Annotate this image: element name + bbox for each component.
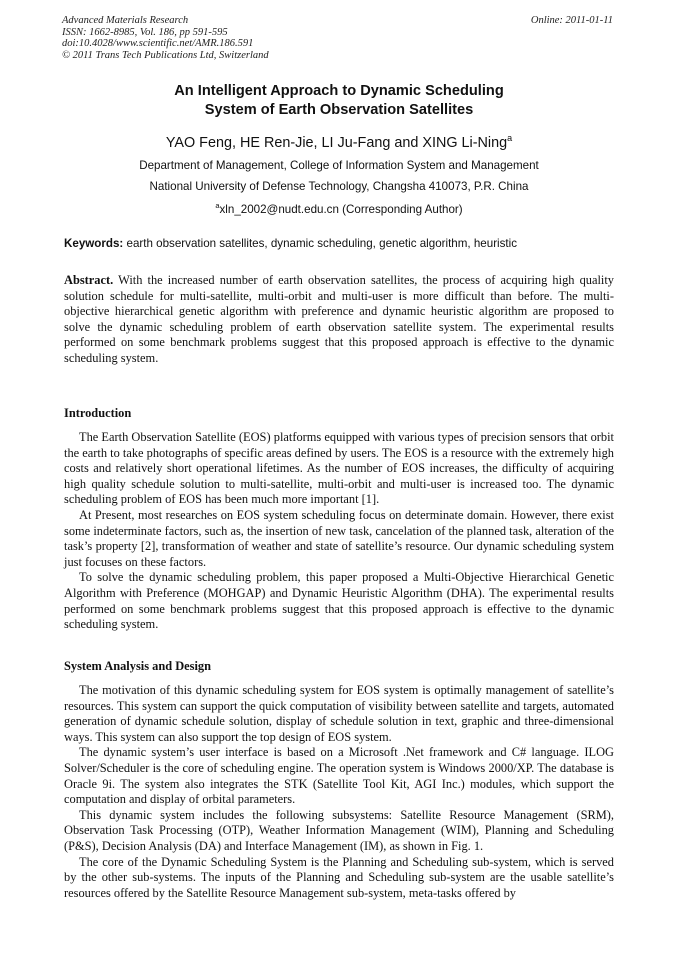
title-line-1: An Intelligent Approach to Dynamic Scheduling: [174, 83, 504, 99]
abstract-text: With the increased number of earth observation satellites, the process of acquiring high quality solution schedule for multi-satellite, multi-orbit and multi-user is more difficult than before. The multi-objective hierarchical genetic algorithm with preference and dynamic heuristic algorithm are proposed to solve the dynamic scheduling problem of earth observation satellite system. The experimental results performed on some benchmark problems suggest that this proposed approach is effective to the dynamic scheduling system.: [64, 273, 614, 365]
doi-line: doi:10.4028/www.scientific.net/AMR.186.591: [62, 38, 254, 49]
paragraph: The core of the Dynamic Scheduling System is the Planning and Scheduling sub-system, which is served by the other sub-systems. The inputs of the Planning and Scheduling sub-system are the usable satellite’s resources offered by the Satellite Resource Management sub-system, meta-tasks offered by: [64, 854, 614, 900]
author-separator: ,: [313, 134, 322, 151]
paragraph: To solve the dynamic scheduling problem, this paper proposed a Multi-Objective Hierarchical Genetic Algorithm with Preference (MOHGAP) and Dynamic Heuristic Algorithm (DHA). The experimental results performed on some benchmark problems suggest that this proposed approach is effective to the dynamic scheduling system.: [64, 570, 614, 632]
author-separator: and: [390, 134, 423, 151]
author-name: YAO Feng: [165, 134, 232, 151]
email-text: xln_2002@nudt.edu.cn (Corresponding Author): [219, 202, 463, 216]
author-separator: ,: [231, 134, 240, 151]
author-name: LI Ju-Fang: [321, 134, 391, 151]
affiliation-department: Department of Management, College of Information System and Management: [139, 159, 539, 172]
paragraph: This dynamic system includes the following subsystems: Satellite Resource Management (SRM), Observation Task Processing (OTP), Weather Information Management (WIM), Planning and Scheduling (P&S), Decision Analysis (DA) and Interface Management (IM), as shown in Fig. 1.: [64, 807, 614, 853]
keywords-text: earth observation satellites, dynamic scheduling, genetic algorithm, heuristic: [123, 237, 518, 250]
paragraph: The dynamic system’s user interface is based on a Microsoft .Net framework and C# language. ILOG Solver/Scheduler is the core of scheduling engine. The operation system is Windows 2000/XP. The database is Oracle 9i. The system also integrates the STK (Satellite Tool Kit, AGI Inc.) modules, which support the computation and display of orbital parameters.: [64, 745, 614, 807]
system-analysis-body: [64, 683, 614, 901]
author-name: XING Li-Ning: [422, 134, 508, 151]
issn-line: ISSN: 1662-8985, Vol. 186, pp 591-595: [62, 26, 228, 38]
section-heading-system-analysis: System Analysis and Design: [64, 659, 211, 673]
author-name: HE Ren-Jie: [239, 134, 314, 151]
paragraph: The Earth Observation Satellite (EOS) platforms equipped with various types of precision sensors that orbit the earth to take photographs of specific areas defined by users. The EOS is a resource with the extremely high costs and relatively short operational lifetimes. As the number of EOS increases, the difficulty of acquiring high quality schedule solution to multi-satellite, multi-orbit and multi-user is increased too. The dynamic scheduling problem of EOS has been much more important [1].: [64, 430, 614, 507]
introduction-body: [64, 430, 614, 633]
keywords: [64, 237, 624, 250]
journal-name: Advanced Materials Research: [62, 15, 189, 26]
abstract-paragraph: [64, 273, 614, 367]
copyright-line: © 2011 Trans Tech Publications Ltd, Switzerland: [62, 49, 269, 61]
corresponding-email: [0, 201, 678, 216]
author-superscript: a: [507, 133, 513, 143]
section-heading-introduction: Introduction: [64, 406, 132, 420]
publication-info: [62, 15, 269, 61]
abstract: [64, 273, 614, 367]
online-date: Online: 2011-01-11: [530, 15, 613, 26]
paragraph: The motivation of this dynamic scheduling system for EOS system is optimally management of satellite’s resources. This system can support the quick computation of visibility between satellite and targets, automated generation of dynamic schedule solution, display of schedule solution in text, graphic and three-dimensional ways. This system can also support the top design of EOS system.: [64, 683, 614, 744]
keywords-label: Keywords:: [64, 237, 124, 250]
paper-title: [0, 82, 678, 120]
affiliation-university: National University of Defense Technology, Changsha 410073, P.R. China: [149, 180, 529, 193]
paragraph: At Present, most researches on EOS system scheduling focus on determinate domain. However, there exist some indeterminate factors, such as, the insertion of new task, cancelation of the planned task, alteration of the task’s property [2], transformation of weather and state of satellite’s resource. Our dynamic scheduling system just focuses on these factors.: [64, 507, 614, 569]
author-list: [0, 133, 678, 151]
email-superscript: a: [215, 201, 220, 210]
title-line-2: System of Earth Observation Satellites: [204, 102, 474, 118]
abstract-label: Abstract.: [64, 273, 114, 287]
